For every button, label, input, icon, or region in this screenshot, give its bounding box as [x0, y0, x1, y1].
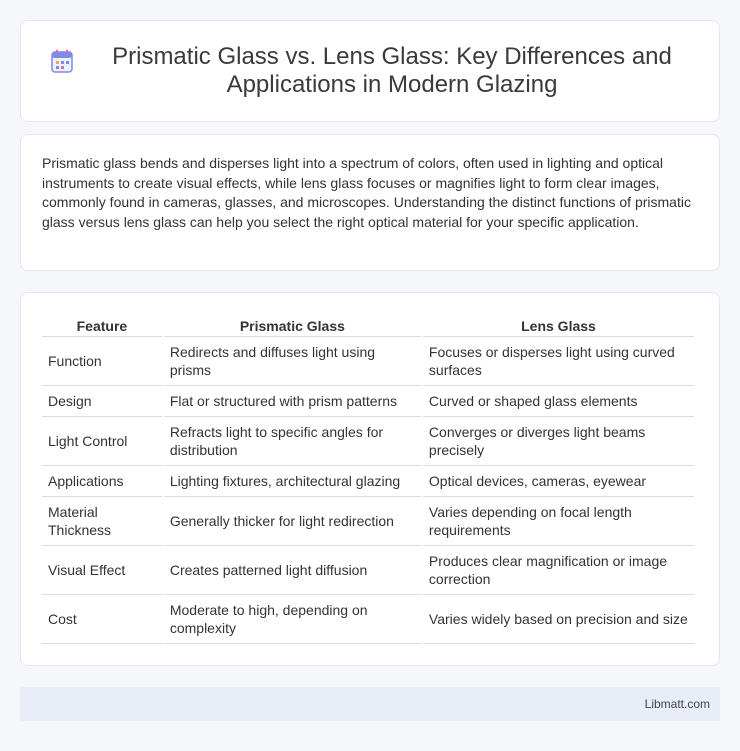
row-prismatic-cell: Generally thicker for light redirection [164, 497, 421, 546]
intro-paragraph: Prismatic glass bends and disperses light into a spectrum of colors, often used in lighting and optical instruments to create visual effects, while lens glass focuses or magnifies light to form clear images, commonly found in cameras, glasses, and microscopes. Understanding the distinct functions of prismatic glass versus lens glass can help you select the right optical material for your specific application. [42, 155, 691, 230]
table-row [42, 466, 694, 497]
row-lens-cell: Converges or diverges light beams precisely [423, 417, 694, 466]
row-feature-cell: Cost [42, 595, 162, 644]
calendar-icon [51, 49, 73, 73]
row-feature-cell: Material Thickness [42, 497, 162, 546]
row-lens-cell: Optical devices, cameras, eyewear [423, 466, 694, 497]
table-header-row [42, 315, 694, 337]
row-lens-cell: Curved or shaped glass elements [423, 386, 694, 417]
table-row [42, 595, 694, 644]
row-feature-cell: Function [42, 337, 162, 386]
row-lens-cell: Focuses or disperses light using curved surfaces [423, 337, 694, 386]
page-title: Prismatic Glass vs. Lens Glass: Key Differences and Applications in Modern Glazing [112, 43, 672, 98]
title-wrap [51, 43, 689, 99]
row-lens-cell: Varies depending on focal length requirements [423, 497, 694, 546]
row-feature-cell: Applications [42, 466, 162, 497]
header-lens-glass: Lens Glass [423, 315, 694, 337]
header-prismatic-glass: Prismatic Glass [164, 315, 421, 337]
row-prismatic-cell: Flat or structured with prism patterns [164, 386, 421, 417]
row-feature-cell: Light Control [42, 417, 162, 466]
row-prismatic-cell: Creates patterned light diffusion [164, 546, 421, 595]
row-feature-cell: Visual Effect [42, 546, 162, 595]
comparison-card [20, 292, 720, 666]
table-row [42, 386, 694, 417]
row-lens-cell: Varies widely based on precision and size [423, 595, 694, 644]
intro-card [20, 134, 720, 271]
row-lens-cell: Produces clear magnification or image correction [423, 546, 694, 595]
comparison-table [40, 315, 696, 644]
footer [20, 687, 720, 721]
title-card [20, 20, 720, 122]
row-prismatic-cell: Moderate to high, depending on complexity [164, 595, 421, 644]
row-prismatic-cell: Lighting fixtures, architectural glazing [164, 466, 421, 497]
table-row [42, 546, 694, 595]
table-row [42, 497, 694, 546]
row-prismatic-cell: Refracts light to specific angles for distribution [164, 417, 421, 466]
row-feature-cell: Design [42, 386, 162, 417]
row-prismatic-cell: Redirects and diffuses light using prisms [164, 337, 421, 386]
header-feature: Feature [42, 315, 162, 337]
table-row [42, 337, 694, 386]
table-row [42, 417, 694, 466]
footer-site-link[interactable]: Libmatt.com [644, 697, 710, 711]
